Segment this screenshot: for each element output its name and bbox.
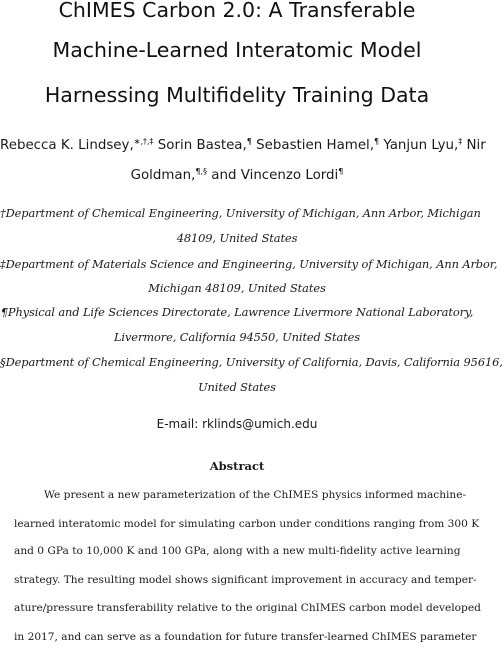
author-affiliation-marks: ¶ bbox=[374, 137, 380, 146]
abstract-line: strategy. The resulting model shows significant improvement in accuracy and temper- bbox=[14, 574, 477, 586]
affiliation-mark: ¶ bbox=[0, 305, 8, 319]
affiliation-line bbox=[0, 257, 498, 271]
author-list-line-2 bbox=[0, 169, 474, 182]
author-affiliation-marks: ¶ bbox=[246, 137, 252, 146]
author-name: Sorin Bastea, bbox=[153, 138, 247, 153]
abstract-line: We present a new parameterization of the ChIMES physics informed machine- bbox=[44, 489, 467, 501]
paper-title-line-2: Machine-Learned Interatomic Model bbox=[52, 38, 422, 62]
author-affiliation-marks: ‡ bbox=[458, 137, 463, 146]
paper-title-line-3: Harnessing Multifidelity Training Data bbox=[44, 83, 430, 107]
affiliation-mark: § bbox=[0, 355, 6, 369]
abstract-heading: Abstract bbox=[209, 459, 265, 473]
author-affiliation-marks: ¶ bbox=[338, 167, 344, 176]
corresponding-email bbox=[0, 418, 474, 430]
affiliation-mark: † bbox=[0, 206, 6, 220]
affiliation-text: Department of Materials Science and Engineering, University of Michigan, Ann Arbor, bbox=[5, 257, 498, 271]
author-affiliation-marks: ¶,§ bbox=[195, 167, 208, 176]
affiliation-line bbox=[0, 307, 474, 318]
author-name: Goldman, bbox=[130, 168, 196, 183]
author-name: Nir bbox=[462, 138, 486, 153]
affiliation-line: 48109, United States bbox=[176, 231, 298, 245]
abstract-line: learned interatomic model for simulating carbon under conditions ranging from 300 K bbox=[14, 518, 480, 530]
affiliation-line: Livermore, California 94550, United States bbox=[113, 330, 361, 344]
abstract-line: and 0 GPa to 10,000 K and 100 GPa, along with a new multi-fidelity active learning bbox=[14, 545, 461, 557]
affiliation-line: United States bbox=[198, 380, 276, 394]
author-affiliation-marks: ∗,†,‡ bbox=[133, 137, 154, 146]
affiliation-text: Department of Chemical Engineering, University of California, Davis, California 95616, bbox=[5, 355, 503, 369]
author-list-line-1 bbox=[0, 137, 486, 153]
paper-title-line-1: ChIMES Carbon 2.0: A Transferable bbox=[58, 0, 416, 22]
email-label: E-mail: bbox=[156, 417, 199, 431]
author-name: Rebecca K. Lindsey, bbox=[0, 138, 134, 153]
author-name: Sebastien Hamel, bbox=[251, 138, 375, 153]
affiliation-mark: ‡ bbox=[0, 257, 6, 271]
affiliation-line: Michigan 48109, United States bbox=[148, 281, 326, 295]
author-name: and Vincenzo Lordi bbox=[207, 168, 339, 183]
affiliation-text: Physical and Life Sciences Directorate, Lawrence Livermore National Laboratory, bbox=[7, 305, 474, 319]
abstract-line: ature/pressure transferability relative to the original ChIMES carbon model developed bbox=[14, 602, 481, 614]
affiliation-line bbox=[0, 206, 481, 220]
affiliation-line bbox=[0, 355, 503, 369]
author-name: Yanjun Lyu, bbox=[379, 138, 459, 153]
abstract-line: in 2017, and can serve as a foundation for future transfer-learned ChIMES parameter bbox=[14, 631, 477, 643]
email-address: rklinds@umich.edu bbox=[202, 417, 318, 431]
affiliation-text: Department of Chemical Engineering, University of Michigan, Ann Arbor, Michigan bbox=[5, 206, 481, 220]
